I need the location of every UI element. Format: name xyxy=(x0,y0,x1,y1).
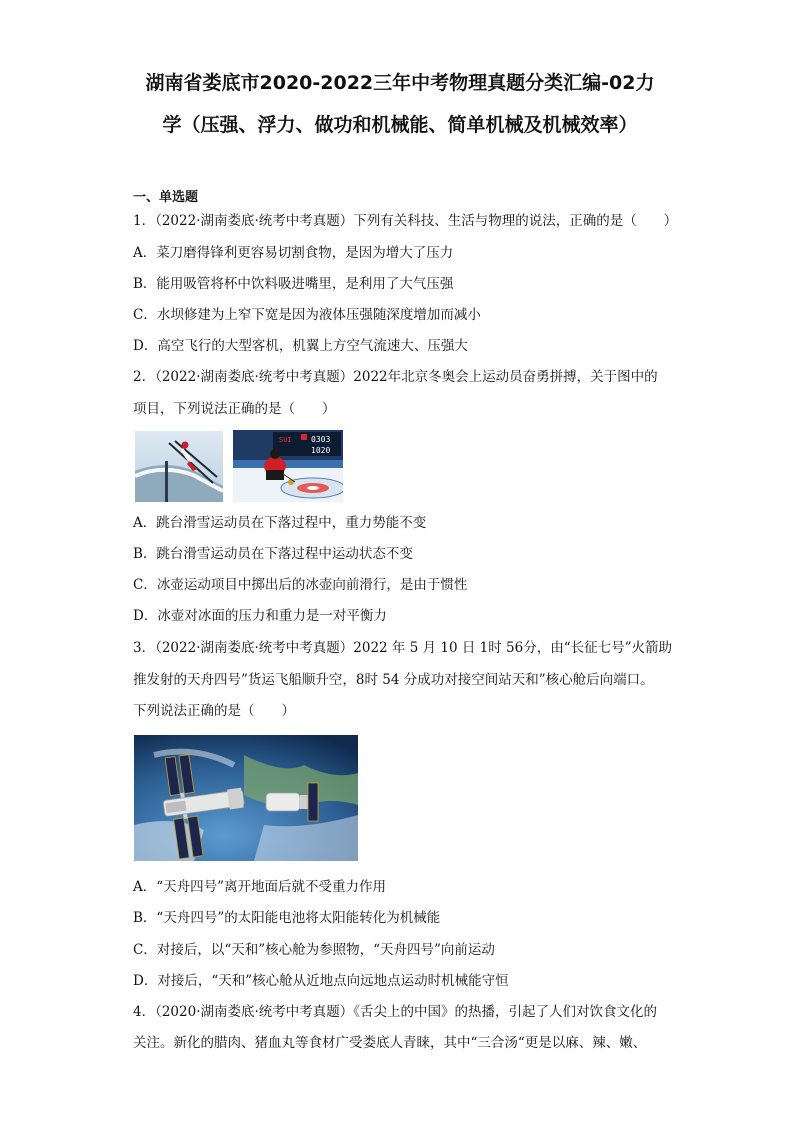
q4-stem-line-1: 4．（2020·湖南娄底·统考中考真题）《舌尖上的中国》的热播，引起了人们对饮食文化的 xyxy=(133,1004,658,1020)
q1-option-d: D．高空飞行的大型客机，机翼上方空气流速大、压强大 xyxy=(133,338,468,354)
q2-option-a: A．跳台滑雪运动员在下落过程中，重力势能不变 xyxy=(133,515,427,531)
space-station-image xyxy=(134,735,358,861)
q1-option-a: A．菜刀磨得锋利更容易切割食物，是因为增大了压力 xyxy=(133,245,454,261)
title-line-1: 湖南省娄底市2020-2022三年中考物理真题分类汇编-02力 xyxy=(145,72,655,94)
q3-option-c: C．对接后，以“天和”核心舱为参照物，“天舟四号”向前运动 xyxy=(133,942,495,958)
title-line-2: 学（压强、浮力、做功和机械能、简单机械及机械效率） xyxy=(162,114,638,136)
scoreboard-top: 0303 xyxy=(311,435,331,444)
q2-option-b: B．跳台滑雪运动员在下落过程中运动状态不变 xyxy=(133,546,413,562)
q2-option-d: D．冰壶对冰面的压力和重力是一对平衡力 xyxy=(133,608,387,624)
q2-option-c: C．冰壶运动项目中掷出后的冰壶向前滑行，是由于惯性 xyxy=(133,577,468,593)
q1-option-c: C．水坝修建为上窄下宽是因为液体压强随深度增加而减小 xyxy=(133,307,481,323)
q3-stem-line-1: 3．（2022·湖南娄底·统考中考真题）2022 年 5 月 10 日 1时 56分，由“长征七号”火箭助 xyxy=(133,640,673,656)
q2-stem-line-2: 项目，下列说法正确的是（ ） xyxy=(133,401,336,417)
q3-stem-line-3: 下列说法正确的是（ ） xyxy=(133,703,295,719)
q4-stem-line-2: 关注。新化的腊肉、猪血丸等食材广受娄底人青睐，其中“三合汤“更是以麻、辣、嫩、 xyxy=(133,1035,647,1051)
section-heading: 一、单选题 xyxy=(133,190,199,205)
q3-stem-line-2: 推发射的天舟四号”货运飞船顺升空，8时 54 分成功对接空间站天和”核心舱后向端口。 xyxy=(133,672,654,688)
document-title xyxy=(120,62,680,146)
q3-option-a: A．“天舟四号”离开地面后就不受重力作用 xyxy=(133,879,387,895)
q3-option-b: B．“天舟四号”的太阳能电池将太阳能转化为机械能 xyxy=(133,910,441,926)
ski-jump-image xyxy=(135,431,223,502)
q1-stem: 1．（2022·湖南娄底·统考中考真题）下列有关科技、生活与物理的说法，正确的是（ ） xyxy=(133,213,678,229)
q1-option-b: B．能用吸管将杯中饮料吸进嘴里，是利用了大气压强 xyxy=(133,276,454,292)
svg-text:SUI: SUI xyxy=(279,436,292,444)
scoreboard-bottom: 1020 xyxy=(311,446,331,455)
q2-stem-line-1: 2．（2022·湖南娄底·统考中考真题）2022年北京冬奥会上运动员奋勇拼搏，关于图中的 xyxy=(133,369,658,385)
curling-image xyxy=(233,430,343,502)
q3-option-d: D．对接后，“天和”核心舱从近地点向远地点运动时机械能守恒 xyxy=(133,973,509,989)
